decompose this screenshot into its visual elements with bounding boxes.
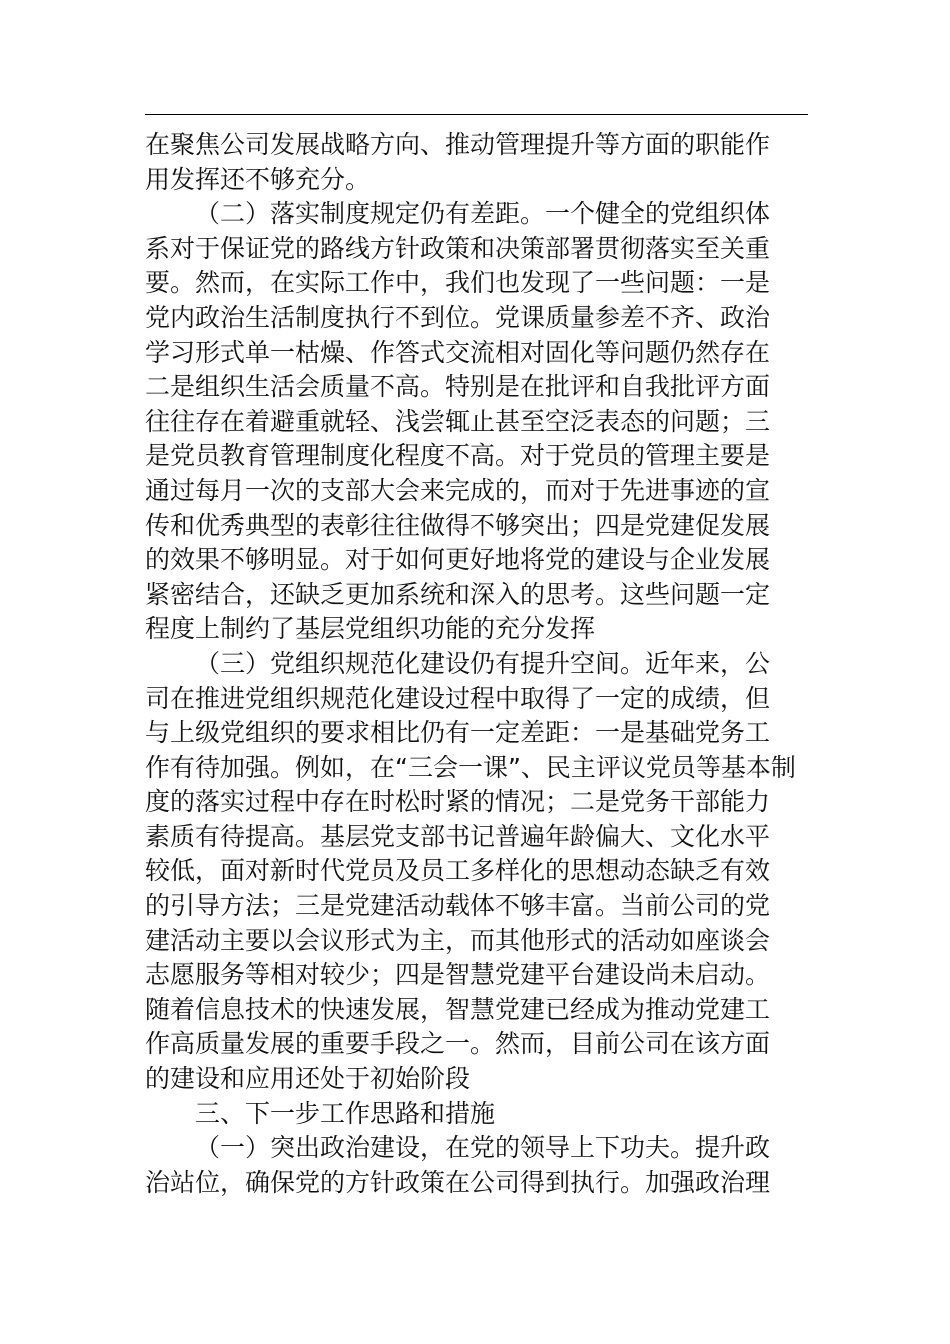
text-line: 较低，面对新时代党员及员工多样化的思想动态缺乏有效: [145, 856, 771, 886]
text-line: 传和优秀典型的表彰往往做得不够突出；四是党建促发展: [145, 510, 771, 540]
text-line: 的效果不够明显。对于如何更好地将党的建设与企业发展: [145, 545, 771, 575]
text-line: 紧密结合，还缺乏更加系统和深入的思考。这些问题一定: [145, 579, 771, 609]
text-line: 党内政治生活制度执行不到位。党课质量参差不齐、政治: [145, 302, 771, 332]
text-line: 司在推进党组织规范化建设过程中取得了一定的成绩，但: [145, 683, 771, 713]
text-line: 的建设和应用还处于初始阶段: [145, 1064, 471, 1094]
text-line: 往往存在着避重就轻、浅尝辄止甚至空泛表态的问题；三: [145, 406, 771, 436]
text-line: 系对于保证党的路线方针政策和决策部署贯彻落实至关重: [145, 233, 771, 263]
text-line: 是党员教育管理制度化程度不高。对于党员的管理主要是: [145, 441, 771, 471]
text-line: 学习形式单一枯燥、作答式交流相对固化等问题仍然存在: [145, 337, 771, 367]
text-line: （一）突出政治建设，在党的领导上下功夫。提升政: [195, 1133, 771, 1163]
text-line: 在聚焦公司发展战略方向、推动管理提升等方面的职能作: [145, 130, 771, 159]
text-line: 作高质量发展的重要手段之一。然而，目前公司在该方面: [145, 1029, 771, 1059]
text-line: 通过每月一次的支部大会来完成的，而对于先进事迹的宣: [145, 475, 771, 505]
text-line: 作有待加强。例如，在“三会一课”、民主评议党员等基本制: [145, 752, 796, 782]
header-rule: [145, 114, 808, 115]
text-line: 志愿服务等相对较少；四是智慧党建平台建设尚未启动。: [145, 960, 771, 990]
text-line: （三）党组织规范化建设仍有提升空间。近年来，公: [195, 648, 771, 678]
text-line: 随着信息技术的快速发展，智慧党建已经成为推动党建工: [145, 994, 771, 1024]
text-line: 三、下一步工作思路和措施: [195, 1098, 496, 1128]
text-line: 程度上制约了基层党组织功能的充分发挥: [145, 614, 596, 644]
text-line: 要。然而，在实际工作中，我们也发现了一些问题：一是: [145, 268, 771, 298]
text-line: 与上级党组织的要求相比仍有一定差距：一是基础党务工: [145, 718, 771, 748]
text-line: 建活动主要以会议形式为主，而其他形式的活动如座谈会: [145, 925, 771, 955]
text-line: 度的落实过程中存在时松时紧的情况；二是党务干部能力: [145, 787, 771, 817]
text-line: 素质有待提高。基层党支部书记普遍年龄偏大、文化水平: [145, 821, 771, 851]
text-line: 治站位，确保党的方针政策在公司得到执行。加强政治理: [145, 1167, 771, 1197]
text-line: 用发挥还不够充分。: [145, 164, 371, 194]
text-line: 的引导方法；三是党建活动载体不够丰富。当前公司的党: [145, 891, 771, 921]
body-text: [145, 128, 808, 1200]
text-line: 二是组织生活会质量不高。特别是在批评和自我批评方面: [145, 372, 771, 402]
text-line: （二）落实制度规定仍有差距。一个健全的党组织体: [195, 199, 771, 229]
